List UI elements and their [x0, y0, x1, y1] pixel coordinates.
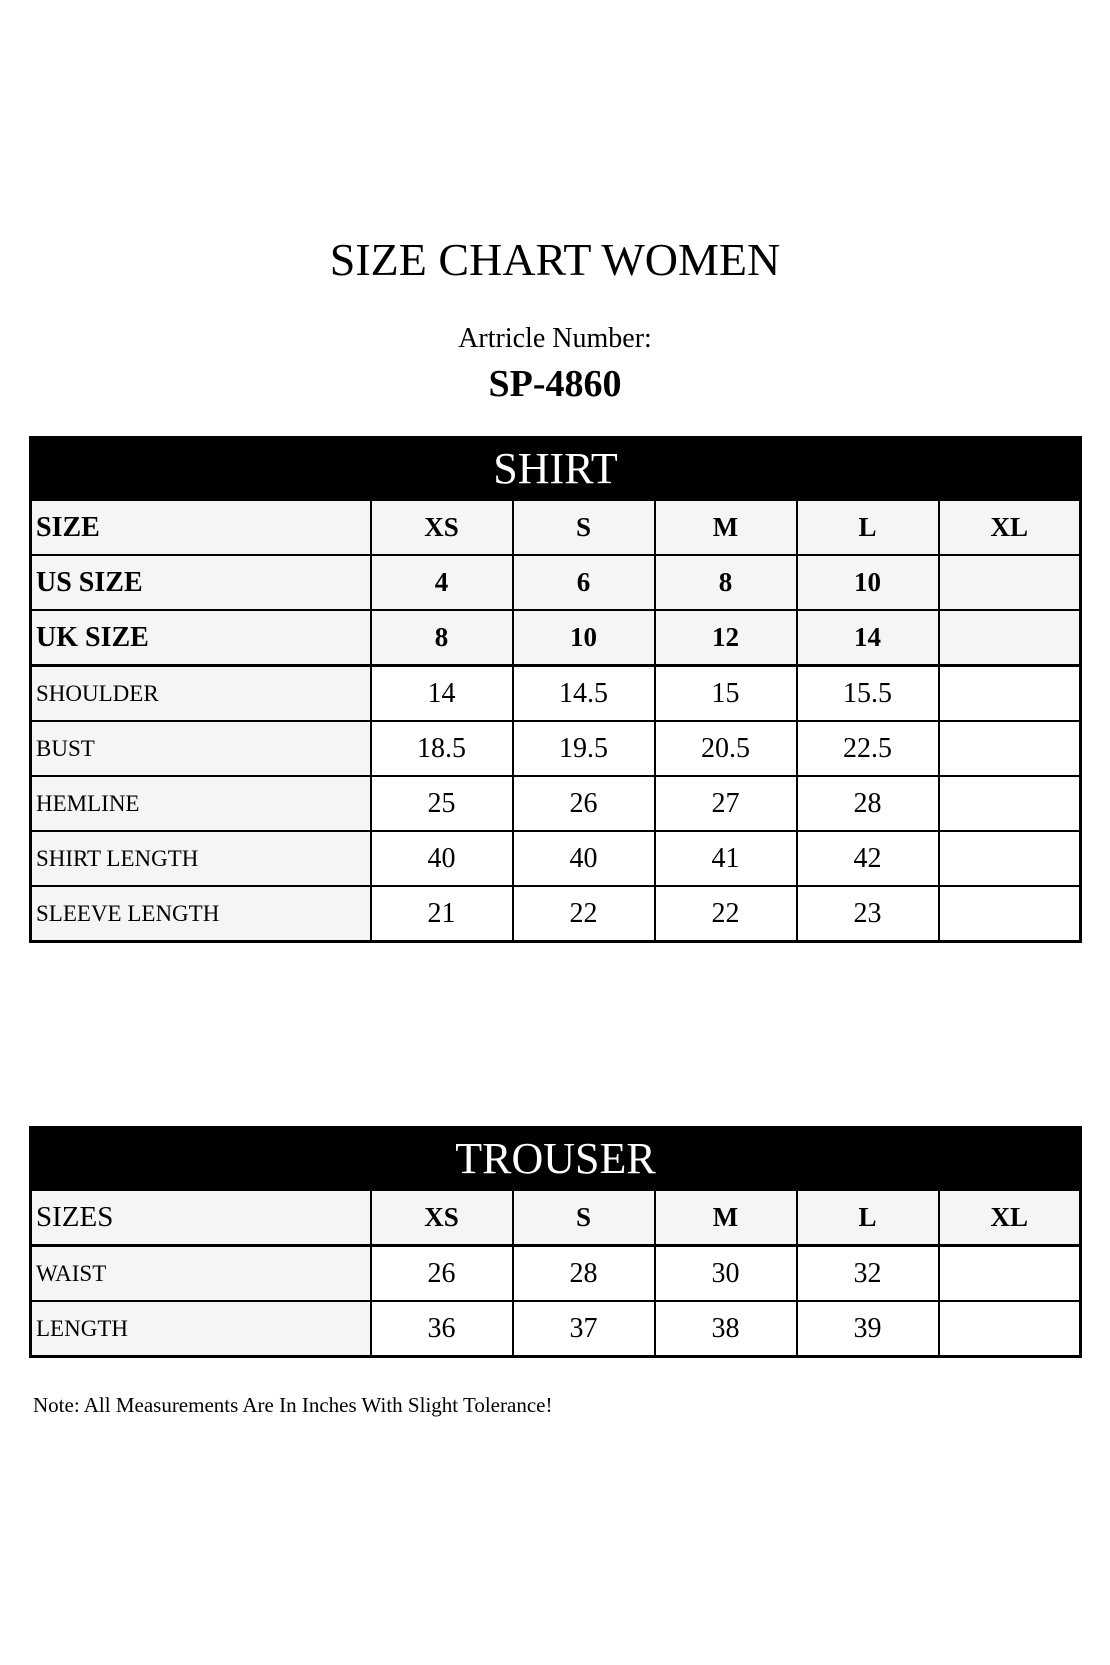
table-cell: 40: [371, 831, 513, 886]
table-cell: [939, 831, 1081, 886]
column-header: SIZES: [31, 1190, 371, 1246]
table-cell: 14.5: [513, 666, 655, 722]
column-header: XS: [371, 1190, 513, 1246]
table-cell: [939, 610, 1081, 666]
table-cell: 14: [371, 666, 513, 722]
row-label: UK SIZE: [31, 610, 371, 666]
column-header: S: [513, 500, 655, 555]
column-header: M: [655, 500, 797, 555]
shirt-size-header-row: [31, 500, 1081, 555]
table-cell: [939, 666, 1081, 722]
trouser-size-table: [29, 1126, 1082, 1358]
trouser-section-header-row: [31, 1128, 1081, 1191]
table-cell: 22: [655, 886, 797, 942]
table-row: [31, 1246, 1081, 1302]
table-cell: 10: [513, 610, 655, 666]
row-label: US SIZE: [31, 555, 371, 610]
table-row: [31, 721, 1081, 776]
table-row: [31, 831, 1081, 886]
table-cell: 26: [371, 1246, 513, 1302]
table-cell: [939, 776, 1081, 831]
table-cell: 18.5: [371, 721, 513, 776]
shirt-section-header-row: [31, 438, 1081, 501]
table-cell: 39: [797, 1301, 939, 1357]
row-label: SHIRT LENGTH: [31, 831, 371, 886]
table-cell: 22: [513, 886, 655, 942]
table-cell: 32: [797, 1246, 939, 1302]
table-cell: 36: [371, 1301, 513, 1357]
table-cell: [939, 555, 1081, 610]
table-row: [31, 886, 1081, 942]
table-row: [31, 1301, 1081, 1357]
article-number-label: Artricle Number:: [458, 323, 652, 354]
table-cell: 38: [655, 1301, 797, 1357]
column-header: L: [797, 500, 939, 555]
table-cell: 10: [797, 555, 939, 610]
row-label: WAIST: [31, 1246, 371, 1302]
table-cell: 8: [655, 555, 797, 610]
table-cell: 41: [655, 831, 797, 886]
table-cell: 28: [797, 776, 939, 831]
table-cell: 26: [513, 776, 655, 831]
table-cell: 42: [797, 831, 939, 886]
column-header: XS: [371, 500, 513, 555]
table-cell: 20.5: [655, 721, 797, 776]
table-cell: 21: [371, 886, 513, 942]
shirt-section-heading: SHIRT: [31, 438, 1081, 501]
column-header: S: [513, 1190, 655, 1246]
row-label: BUST: [31, 721, 371, 776]
table-cell: 25: [371, 776, 513, 831]
table-cell: 27: [655, 776, 797, 831]
table-row: [31, 555, 1081, 610]
page-title: SIZE CHART WOMEN: [329, 234, 781, 285]
table-row: [31, 666, 1081, 722]
table-cell: 22.5: [797, 721, 939, 776]
article-number-value: SP-4860: [488, 363, 622, 405]
table-cell: 40: [513, 831, 655, 886]
table-cell: 37: [513, 1301, 655, 1357]
column-header: L: [797, 1190, 939, 1246]
table-cell: 19.5: [513, 721, 655, 776]
table-cell: 30: [655, 1246, 797, 1302]
table-cell: 12: [655, 610, 797, 666]
table-cell: [939, 1246, 1081, 1302]
table-cell: [939, 886, 1081, 942]
trouser-size-header-row: [31, 1190, 1081, 1246]
trouser-section-heading: TROUSER: [31, 1128, 1081, 1191]
measurement-note: Note: All Measurements Are In Inches With Slight Tolerance!: [33, 1393, 553, 1417]
table-cell: 8: [371, 610, 513, 666]
table-cell: 28: [513, 1246, 655, 1302]
table-cell: [939, 1301, 1081, 1357]
table-cell: 14: [797, 610, 939, 666]
table-row: [31, 776, 1081, 831]
column-header: XL: [939, 1190, 1081, 1246]
table-cell: 23: [797, 886, 939, 942]
row-label: LENGTH: [31, 1301, 371, 1357]
table-cell: [939, 721, 1081, 776]
row-label: SLEEVE LENGTH: [31, 886, 371, 942]
row-label: HEMLINE: [31, 776, 371, 831]
column-header: SIZE: [31, 500, 371, 555]
table-cell: 6: [513, 555, 655, 610]
table-row: [31, 610, 1081, 666]
shirt-size-table: [29, 436, 1082, 943]
table-cell: 15.5: [797, 666, 939, 722]
table-cell: 4: [371, 555, 513, 610]
table-cell: 15: [655, 666, 797, 722]
row-label: SHOULDER: [31, 666, 371, 722]
column-header: M: [655, 1190, 797, 1246]
column-header: XL: [939, 500, 1081, 555]
